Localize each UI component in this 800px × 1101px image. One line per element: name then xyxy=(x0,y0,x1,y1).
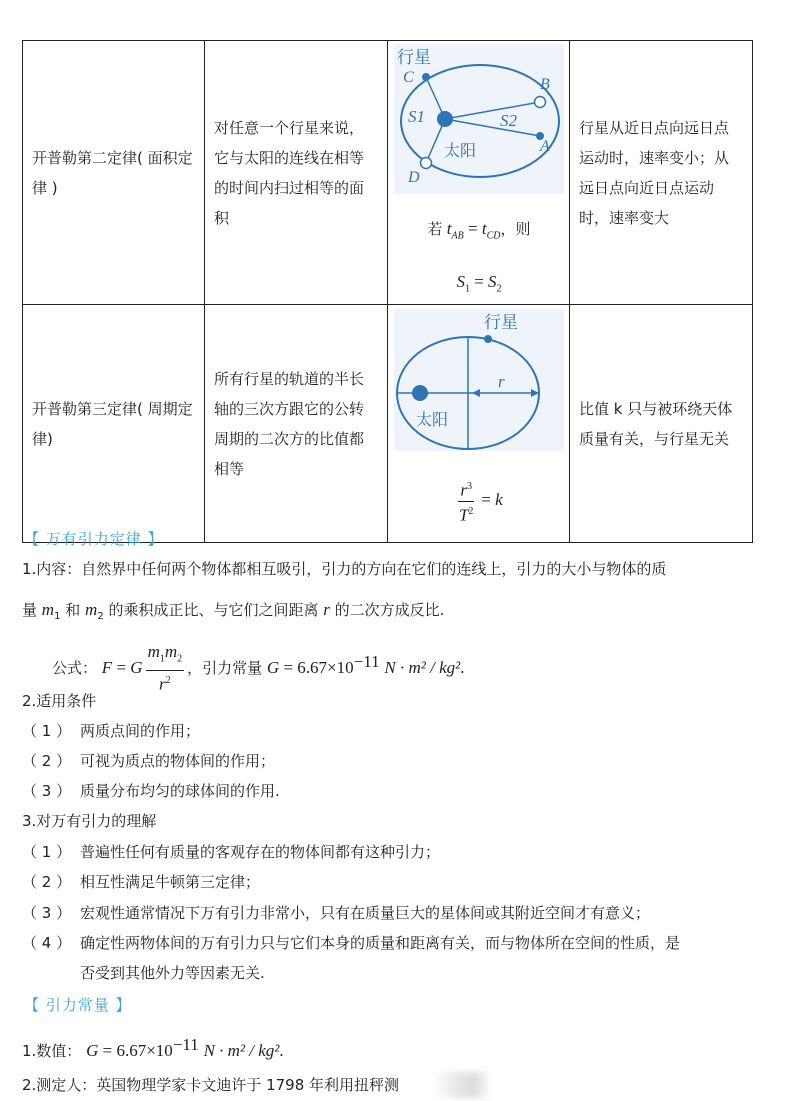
law-note-cell: 行星从近日点向远日点运动时，速率变小；从远日点向近日点运动时，速率变大 xyxy=(570,41,753,305)
understanding-title: 3.对万有引力的理解 xyxy=(22,812,157,830)
planet-label: 行星 xyxy=(397,48,431,68)
law-note-cell: 比值 k 只与被环绕天体质量有关，与行星无关 xyxy=(570,305,753,543)
law-content-cell: 所有行星的轨道的半长轴的三次方跟它的公转周期的二次方的比值都相等 xyxy=(205,305,388,543)
list-item: （ 1 ） 普遍性任何有质量的客观存在的物体间都有这种引力； xyxy=(22,843,441,861)
list-item: （ 2 ） 可视为质点的物体间的作用； xyxy=(22,752,276,770)
law-content-cell: 对任意一个行星来说，它与太阳的连线在相等的时间内扫过相等的面积 xyxy=(205,41,388,305)
sun-label: 太阳 xyxy=(416,410,449,429)
table-row xyxy=(23,305,753,543)
point-B-label: B xyxy=(540,76,550,93)
table-row xyxy=(23,41,753,305)
area-S2-label: S2 xyxy=(500,111,517,130)
content-line-2: 量 $m_1$ 和 $m_2$ 的乘积成正比、与它们之间距离 r 的二次方成反比. xyxy=(22,600,445,622)
law-diagram-cell xyxy=(388,305,570,543)
planet-label: 行星 xyxy=(484,313,518,333)
conditions-title: 2.适用条件 xyxy=(22,692,97,710)
caption-formula: $\frac{r^3}{T^2}$ = k xyxy=(388,477,570,525)
sun-label: 太阳 xyxy=(444,141,477,160)
list-item: （ 3 ） 宏观性通常情况下万有引力非常小，只有在质量巨大的星体间或其附近空间才有意义； xyxy=(22,904,651,922)
law-name-cell: 开普勒第二定律( 面积定律 ) xyxy=(23,41,205,305)
law-name-cell: 开普勒第三定律( 周期定律) xyxy=(23,305,205,543)
list-item: （ 2 ） 相互性满足牛顿第三定律； xyxy=(22,873,261,891)
point-C-label: C xyxy=(403,69,414,86)
kepler-table xyxy=(22,40,753,543)
list-item-continuation: 否受到其他外力等因素无关. xyxy=(80,964,265,982)
point-A-label: A xyxy=(540,138,550,155)
radius-label: r xyxy=(498,372,505,391)
blur-overlay xyxy=(432,1072,492,1098)
content-line-1: 1.内容：自然界中任何两个物体都相互吸引，引力的方向在它们的连线上，引力的大小与物体的质 xyxy=(22,560,667,578)
section-heading-gravitation: 【 万有引力定律 】 xyxy=(24,530,164,548)
measurer-line: 2.测定人：英国物理学家卡文迪许于 1798 年利用扭秤测 xyxy=(22,1076,400,1094)
law-diagram-cell xyxy=(388,41,570,305)
list-item: （ 1 ） 两质点间的作用； xyxy=(22,722,201,740)
caption-result: $S_1 = S_2$ xyxy=(456,272,502,295)
gravitation-formula: 公式： F = G $\frac{m_1m_2}{r^2}$ ，引力常量 $G = 6.67\times 10^{-11}$ N · m² / kg². xyxy=(52,642,465,694)
diagram-caption xyxy=(388,51,569,304)
area-S1-label: S1 xyxy=(408,107,425,126)
diagram-caption xyxy=(388,315,569,542)
list-item: （ 3 ） 质量分布均匀的球体间的作用. xyxy=(22,782,280,800)
point-D-label: D xyxy=(408,169,420,186)
list-item: （ 4 ） 确定性两物体间的万有引力只与它们本身的质量和距离有关，而与物体所在空间的性质，是 xyxy=(22,934,681,952)
section-heading-constant: 【 引力常量 】 xyxy=(24,996,132,1014)
constant-value-line: 1.数值： $G = 6.67\times 10^{-11}$ N · m² / kg². xyxy=(22,1035,284,1060)
caption-condition: 若 $t_{AB} = t_{CD}$，则 xyxy=(427,219,531,242)
